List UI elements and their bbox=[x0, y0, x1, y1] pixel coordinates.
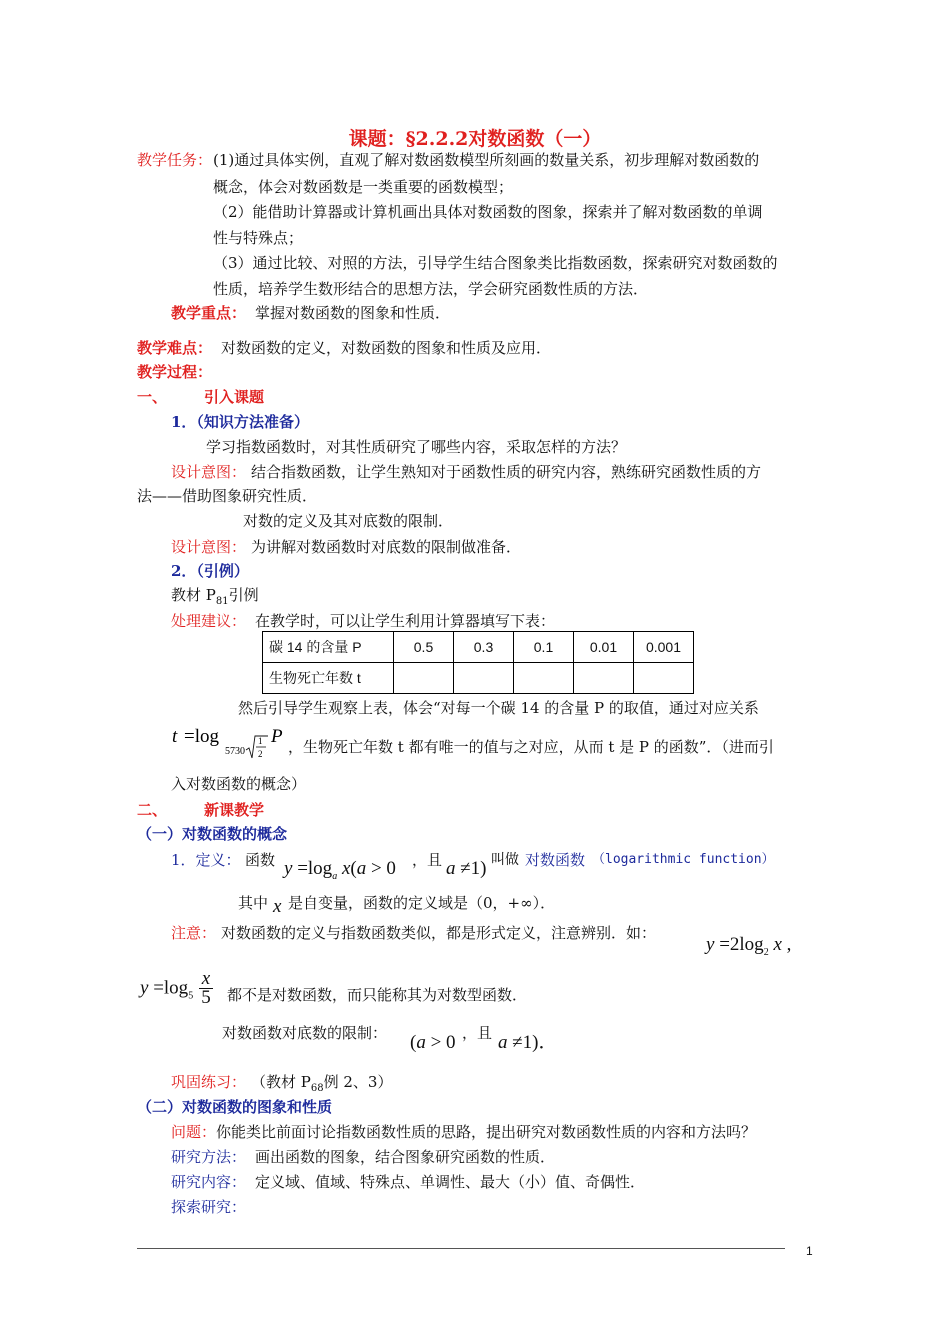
content-label: 研究内容： bbox=[171, 1173, 247, 1191]
table-cell: 0.1 bbox=[514, 632, 574, 663]
task-1-line-2: 概念，体会对数函数是一类重要的函数模型； bbox=[213, 178, 514, 196]
definition-pre: 函数 bbox=[245, 851, 276, 869]
textbook-ref-post: 引例 bbox=[228, 586, 259, 604]
definition-english: （logarithmic function） bbox=[592, 852, 775, 867]
limit-formula-2: a ≠1)． bbox=[498, 1032, 558, 1053]
guide-line-3: 入对数函数的概念） bbox=[171, 775, 307, 793]
definition-and: ，且 bbox=[412, 851, 443, 869]
suggestion-text: 在教学时，可以让学生利用计算器填写下表： bbox=[255, 612, 556, 630]
subsection-graph: （二）对数函数的图象和性质 bbox=[137, 1098, 333, 1116]
table-cell bbox=[574, 663, 634, 694]
table-cell bbox=[394, 663, 454, 694]
guide-line-2: ，生物死亡年数 t 都有唯一的值与之对应，从而 t 是 P 的函数”．（进而引 bbox=[288, 738, 774, 756]
table-cell: 0.3 bbox=[454, 632, 514, 663]
log-formula bbox=[170, 720, 288, 766]
keypoint-label: 教学重点： bbox=[171, 304, 247, 322]
task-2-line-2: 性与特殊点； bbox=[213, 229, 304, 247]
section-1-number: 一、 bbox=[137, 388, 168, 406]
practice-text bbox=[251, 1072, 392, 1099]
note-text: 对数函数的定义与指数函数类似，都是形式定义，注意辨别．如： bbox=[221, 924, 657, 942]
design-intent-1-line-2: 法——借助图象研究性质． bbox=[137, 487, 318, 505]
table-row bbox=[263, 632, 694, 663]
difficulty-text: 对数函数的定义，对数函数的图象和性质及应用． bbox=[221, 339, 552, 357]
table-cell bbox=[634, 663, 694, 694]
task-3-line-2: 性质，培养学生数形结合的思想方法，学会研究函数性质的方法． bbox=[213, 280, 649, 298]
subsection-1-1: 1．（知识方法准备） bbox=[171, 413, 309, 431]
question-text: 你能类比前面讨论指数函数性质的思路，提出研究对数函数性质的内容和方法吗？ bbox=[216, 1123, 757, 1141]
domain-pre: 其中 bbox=[238, 894, 269, 912]
practice-page: 68 bbox=[310, 1083, 324, 1094]
textbook-ref-pre: 教材 P bbox=[171, 586, 216, 604]
definition-post: 叫做 bbox=[491, 852, 519, 868]
definition-formula: $y =\log_a$ x(a > 0 bbox=[284, 858, 396, 882]
task-3-line-1: （3）通过比较、对照的方法，引导学生结合图象类比指数函数，探索研究对数函数的 bbox=[213, 254, 778, 272]
practice-post: 例 2、3） bbox=[323, 1073, 393, 1091]
fraction-num: x bbox=[199, 970, 213, 989]
page-title: 课题：§2.2.2对数函数（一） bbox=[348, 128, 602, 150]
suggestion-label: 处理建议： bbox=[171, 612, 247, 630]
design-intent-1-line-1: 结合指数函数，让学生熟知对于函数性质的研究内容，熟练研究函数性质的方 bbox=[251, 463, 762, 481]
design-intent-2-label: 设计意图： bbox=[171, 538, 247, 556]
practice-label: 巩固练习： bbox=[171, 1073, 247, 1091]
formula-root-den: 2 bbox=[258, 749, 263, 759]
table-cell-label: 生物死亡年数 t bbox=[263, 663, 394, 694]
method-text: 画出函数的图象，结合图象研究函数的性质． bbox=[255, 1148, 556, 1166]
formula-eq: =log bbox=[184, 726, 219, 747]
table-cell: 0.01 bbox=[574, 632, 634, 663]
footer-rule bbox=[137, 1248, 785, 1249]
note-example-1: $y =2\log_2$ x , bbox=[706, 934, 792, 958]
note-2-text: 都不是对数函数，而只能称其为对数型函数． bbox=[227, 986, 528, 1004]
log-definition-note: 对数的定义及其对底数的限制． bbox=[243, 512, 454, 530]
keypoint-text: 掌握对数函数的图象和性质． bbox=[255, 304, 451, 322]
fraction-den: 5 bbox=[201, 987, 211, 1008]
design-intent-2-text: 为讲解对数函数时对底数的限制做准备． bbox=[251, 538, 522, 556]
definition-condition: a ≠1) bbox=[446, 858, 487, 879]
table-cell: 0.5 bbox=[394, 632, 454, 663]
section-2-title: 新课教学 bbox=[204, 801, 265, 819]
table-row bbox=[263, 663, 694, 694]
subsection-concept: （一）对数函数的概念 bbox=[137, 825, 288, 843]
page-number: 1 bbox=[806, 1244, 813, 1258]
limit-text: 对数函数对底数的限制： bbox=[222, 1024, 388, 1042]
task-1-line-1: (1)通过具体实例，直观了解对数函数模型所刻画的数量关系，初步理解对数函数的 bbox=[213, 151, 760, 169]
formula-var-t: t bbox=[172, 726, 178, 747]
process-label: 教学过程： bbox=[137, 363, 213, 381]
table-cell: 0.001 bbox=[634, 632, 694, 663]
s1-question: 学习指数函数时，对其性质研究了哪些内容，采取怎样的方法？ bbox=[206, 438, 627, 456]
method-label: 研究方法： bbox=[171, 1148, 247, 1166]
limit-formula-1: (a > 0 bbox=[410, 1032, 456, 1053]
definition-term: 对数函数 bbox=[525, 851, 586, 869]
definition-label: 1．定义： bbox=[171, 851, 241, 869]
formula-root-num: 1 bbox=[258, 736, 263, 746]
content-text: 定义域、值域、特殊点、单调性、最大（小）值、奇偶性． bbox=[255, 1173, 646, 1191]
section-1-title: 引入课题 bbox=[204, 388, 265, 406]
carbon-table bbox=[262, 631, 694, 694]
section-2-number: 二、 bbox=[137, 801, 168, 819]
note-label: 注意： bbox=[171, 924, 217, 942]
practice-pre: （教材 P bbox=[251, 1073, 311, 1091]
domain-text: 是自变量，函数的定义域是（0，+∞）． bbox=[288, 894, 556, 912]
limit-and: ，且 bbox=[462, 1024, 493, 1042]
formula-base: 5730 bbox=[225, 746, 245, 757]
question-label: 问题： bbox=[171, 1123, 217, 1141]
subsection-1-2: 2．（引例） bbox=[171, 562, 249, 580]
table-cell bbox=[514, 663, 574, 694]
tasks-label: 教学任务： bbox=[137, 151, 213, 169]
guide-line-1: 然后引导学生观察上表，体会“对每一个碳 14 的含量 P 的取值，通过对应关系 bbox=[238, 699, 759, 717]
explore-label: 探索研究： bbox=[171, 1198, 247, 1216]
formula-var-p: P bbox=[271, 726, 283, 747]
difficulty-label: 教学难点： bbox=[137, 339, 213, 357]
task-2-line-1: （2）能借助计算器或计算机画出具体对数函数的图象，探索并了解对数函数的单调 bbox=[213, 203, 763, 221]
table-cell bbox=[454, 663, 514, 694]
design-intent-1-label: 设计意图： bbox=[171, 463, 247, 481]
note-example-2: $y =\log_5$ $\frac{x}{5}$ bbox=[140, 968, 211, 1008]
table-cell-label: 碳 14 的含量 P bbox=[263, 632, 394, 663]
textbook-ref-page: 81 bbox=[215, 596, 229, 607]
textbook-ref bbox=[171, 585, 259, 612]
domain-var-x: x bbox=[273, 896, 282, 917]
